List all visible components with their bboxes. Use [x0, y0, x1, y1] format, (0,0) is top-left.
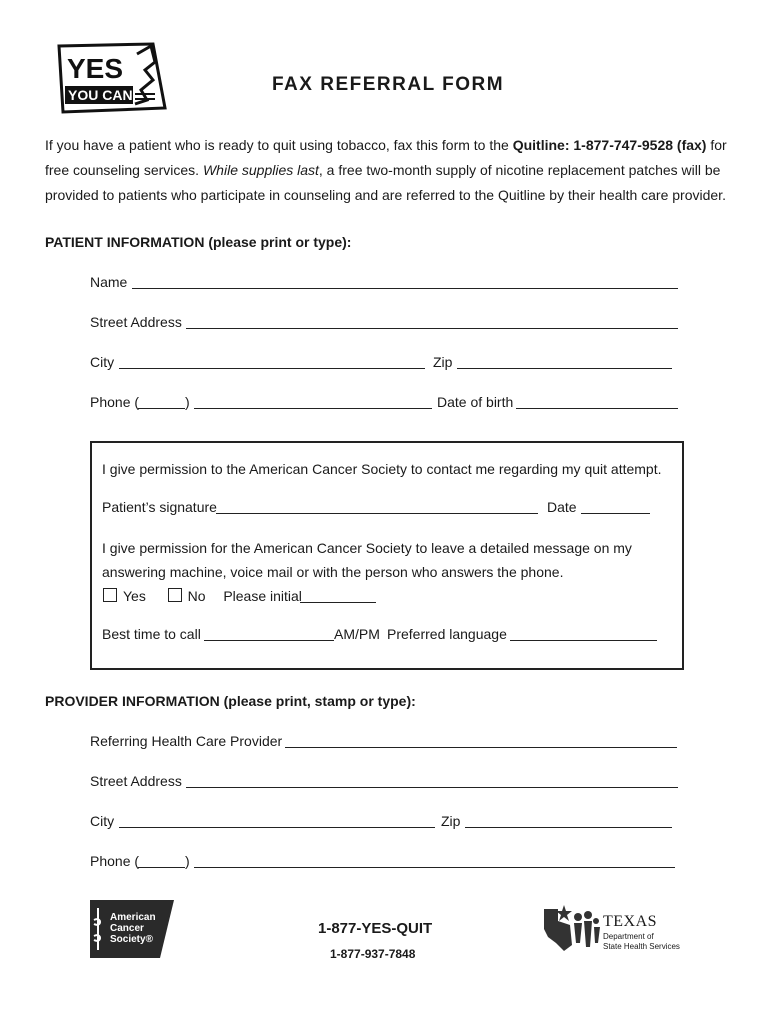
patient-zip-field[interactable] [457, 368, 672, 369]
dshs-line1: Department of [603, 932, 654, 941]
texas-label: TEXAS [603, 913, 658, 930]
acs-line3: Society® [110, 934, 153, 945]
initial-field[interactable] [300, 602, 376, 603]
provider-phone-close: ) [185, 853, 190, 869]
intro-part1: If you have a patient who is ready to quit using tobacco, fax this form to the [45, 137, 513, 153]
provider-zip-field[interactable] [465, 827, 672, 828]
texas-dshs-logo [542, 903, 688, 955]
provider-street-field[interactable] [186, 787, 678, 788]
signature-date-field[interactable] [581, 513, 650, 514]
no-label: No [187, 588, 206, 604]
intro-part3: , a free two-month supply of nicotine replacement patches will be provided to patients who participate in counseling and are referred to the Quitline by their health care provider. [45, 162, 726, 203]
yes-quit-number: 1-877-YES-QUIT [318, 920, 433, 937]
patient-heading: PATIENT INFORMATION (please print or type): [45, 234, 352, 250]
provider-phone-label: Phone ( [90, 853, 140, 869]
signature-date-label: Date [547, 499, 577, 515]
patient-phone-close: ) [185, 394, 190, 410]
consent-options-row [103, 588, 302, 604]
provider-city-label: City [90, 813, 115, 829]
patient-street-label: Street Address [90, 314, 182, 330]
provider-area-code-field[interactable] [138, 867, 185, 868]
signature-label: Patient’s signature [102, 499, 217, 515]
intro-quitline: Quitline: 1-877-747-9528 (fax) [512, 137, 707, 153]
provider-city-field[interactable] [119, 827, 435, 828]
language-label: Preferred language [387, 626, 507, 642]
ampm-label: AM/PM [334, 626, 380, 642]
logo-you-can-text: YOU CAN [68, 87, 133, 103]
provider-zip-label: Zip [441, 813, 461, 829]
patient-area-code-field[interactable] [138, 408, 185, 409]
patient-city-field[interactable] [119, 368, 425, 369]
language-field[interactable] [510, 640, 657, 641]
patient-phone-field[interactable] [194, 408, 432, 409]
consent-permission-message-2: answering machine, voice mail or with the person who answers the phone. [102, 564, 564, 580]
consent-permission-message-1: I give permission for the American Cancer Society to leave a detailed message on my [102, 540, 632, 556]
patient-zip-label: Zip [433, 354, 453, 370]
provider-referring-label: Referring Health Care Provider [90, 733, 283, 749]
no-checkbox[interactable] [168, 588, 182, 602]
signature-field[interactable] [216, 513, 538, 514]
page-title: FAX REFERRAL FORM [272, 74, 505, 95]
quit-numeric-number: 1-877-937-7848 [330, 947, 416, 961]
patient-city-label: City [90, 354, 115, 370]
intro-supplies: While supplies last [202, 162, 319, 178]
provider-heading: PROVIDER INFORMATION (please print, stamp or type): [45, 693, 416, 709]
patient-phone-label: Phone ( [90, 394, 140, 410]
yes-you-can-logo [55, 42, 170, 114]
best-time-field[interactable] [204, 640, 334, 641]
acs-line2: Cancer [110, 923, 144, 934]
best-time-label: Best time to call [102, 626, 201, 642]
patient-street-field[interactable] [186, 328, 678, 329]
consent-permission-contact: I give permission to the American Cancer Society to contact me regarding my quit attempt. [102, 461, 662, 477]
acs-line1: American [110, 912, 156, 923]
initial-label: Please initial [223, 588, 302, 604]
patient-dob-field[interactable] [516, 408, 678, 409]
logo-yes-text: YES [67, 53, 124, 84]
yes-label: Yes [123, 588, 146, 604]
provider-referring-field[interactable] [285, 747, 677, 748]
yes-you-can-logo-shape [55, 42, 170, 114]
yes-checkbox[interactable] [103, 588, 117, 602]
intro-paragraph [45, 133, 735, 208]
patient-name-field[interactable] [132, 288, 678, 289]
dshs-line2: State Health Services [603, 942, 680, 951]
texas-dshs-emblem [542, 903, 602, 955]
acs-logo [90, 900, 174, 958]
patient-dob-label: Date of birth [437, 394, 514, 410]
patient-name-label: Name [90, 274, 128, 290]
provider-phone-field[interactable] [194, 867, 675, 868]
acs-logo-shape [90, 900, 174, 958]
provider-street-label: Street Address [90, 773, 182, 789]
intro-part2: for free counseling services. [45, 137, 727, 178]
